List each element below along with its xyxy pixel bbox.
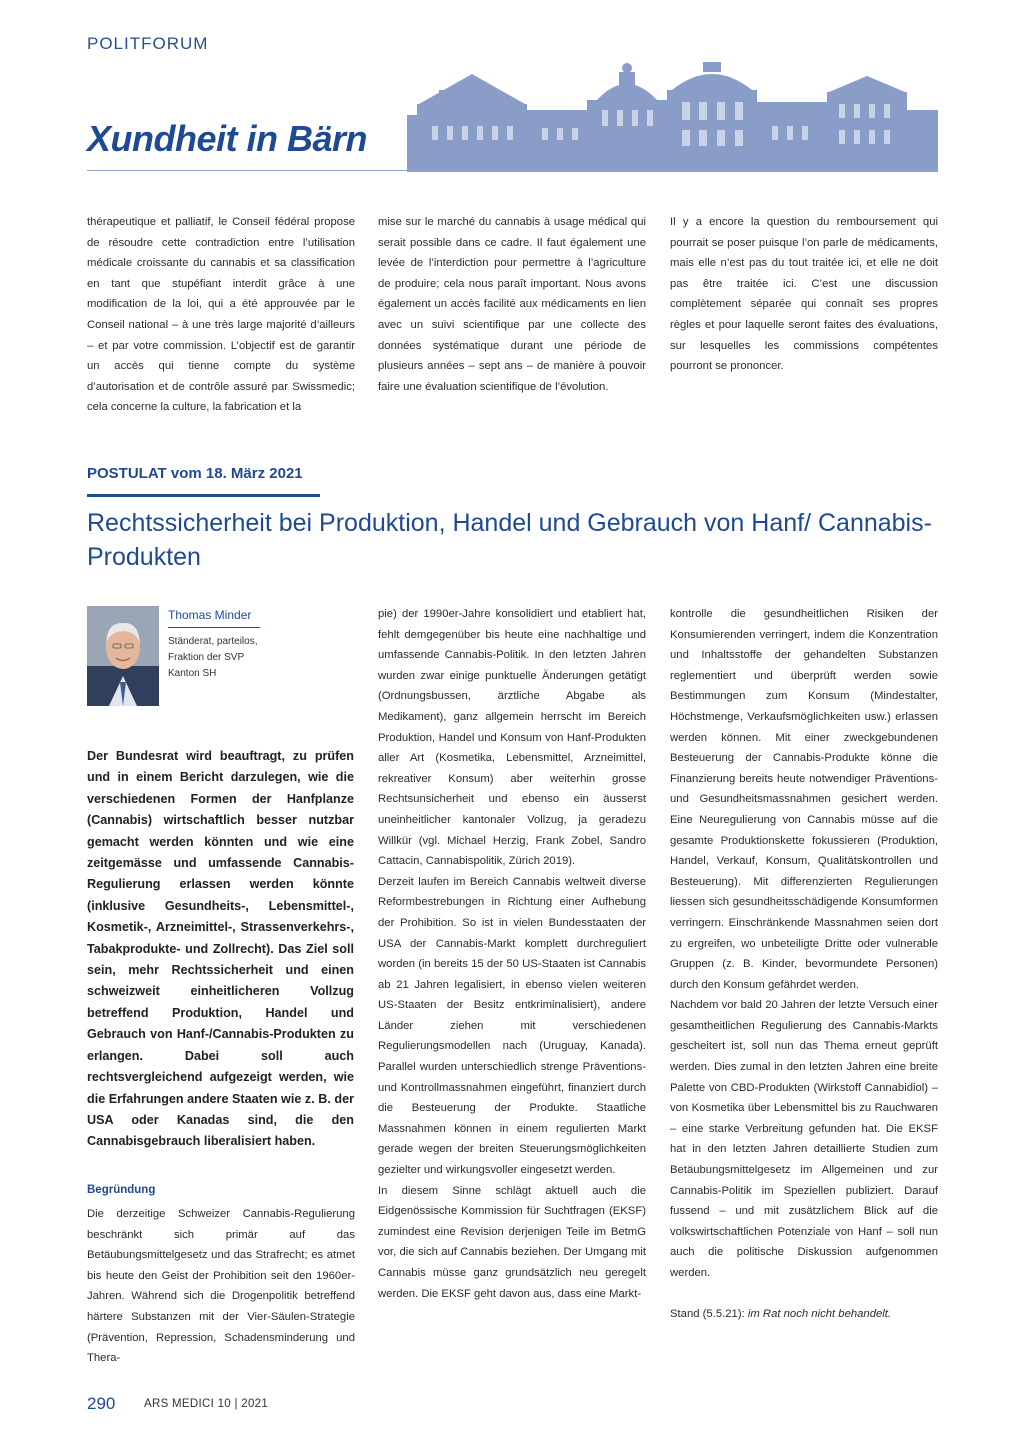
right-column (670, 604, 938, 1324)
author-divider (168, 627, 260, 628)
top-column-1 (87, 212, 355, 418)
author-role-line: Ständerat, parteilos, (168, 636, 258, 647)
top-column-2-text: mise sur le marché du cannabis à usage médical qui serait possible dans ce cadre. Il faut également une levée de l’interdiction pour permettre à l’agriculture de produire; cela nous paraît important. Nous avons également un accès facilité aux médicaments en lien avec un suivi scientifique par une collecte des données systématique durant une période de plusieurs années – sept ans – de manière à pouvoir faire une évaluation scientifique de l’évolution. (378, 216, 646, 393)
middle-paragraph: Derzeit laufen im Bereich Cannabis weltweit diverse Reformbestrebungen in Richtung einer Aufhebung der Prohibition. So ist in vielen Bundesstaaten der USA der Cannabis-Markt komplett durchreguliert worden (in bereits 15 der 50 US-Staaten ist Cannabis ab 21 Jahren legalisiert, in ebenso vielen weiteren US-Staaten der Besitz entkriminalisiert), andere Länder ziehen mit verschiedenen Regulierungsmodellen nach (Uruguay, Kanada). Parallel wurden unterschiedlich strenge Präventions- und Kontrollmassnahmen eingeführt, finanziert durch die Besteuerung der Produkte. Staatliche Massnahmen können in einem regulierten Markt gerade wegen der breiten Steuerungsmöglichkeiten gezielter und wirkungsvoller eingesetzt werden. (378, 875, 646, 1177)
author-role (168, 634, 258, 682)
right-paragraph: kontrolle die gesundheitlichen Risiken der Konsumierenden verringert, indem die Konzentration und Inhaltsstoffe der gehandelten Substanzen reglementiert und überprüft werden sowie Bestimmungen zum Konsum (Mindestalter, Höchstmenge, Verkaufsmöglichkeiten usw.) erlassen werden können. Mit einer zweckgebundenen Besteuerung der Cannabis-Produkte könne die Finanzierung bereits heute notwendiger Präventions- und Gesundheitsmassnahmen gesichert werden. Eine Neuregulierung von Cannabis müsse auf die gesamte Produktionskette fokussieren (Produktion, Handel, Verkauf, Konsum, Qualitätskontrollen und Besteuerung). Mit differenzierten Regulierungen liessen sich gesundheitsschädigende Konsumformen verringern. Einschränkende Massnahmen seien dort zu ergreifen, wo unbeteiligte Dritte oder vulnerable Gruppen (z. B. Kinder, bevormundete Personen) durch den Konsum gefährdet werden. (670, 608, 938, 991)
status-label: Stand (5.5.21): (670, 1307, 745, 1320)
section-label: POLITFORUM (87, 34, 209, 53)
top-column-1-text: thérapeutique et palliatif, le Conseil fédéral propose de résoudre cette contradiction entre l’utilisation médicale croissante du cannabis et sa classification en tant que stupéfiant interdit grâce à une modification de la loi, qui a été approuvée par le Conseil national – à une très large majorité d’ailleurs – et par votre commission. L’objectif est de garantir un accès qui tienne compte du système d’autorisation et de contrôle assuré par Swissmedic; cela concerne la culture, la fabrication et la (87, 216, 355, 414)
postulat-lead-text: Der Bundesrat wird beauftragt, zu prüfen und in einem Bericht darzulegen, wie die verschiedenen Formen der Hanfplanze (Cannabis) wirtschaftlich besser nutzbar gemacht werden könnten und wie eine zeitgemässe und umfassende Cannabis-Regulierung erlassen werden könnte (inklusive Gesundheits-, Lebensmittel-, Kosmetik-, Arzneimittel-, Strassenverkehrs-, Tabakprodukte- und Zollrecht). Das Ziel soll sein, mehr Rechtssicherheit und einen schweizweit einheitlicheren Vollzug betreffend Produktion, Handel und Gebrauch von Hanf-/Cannabis-Produkten zu erlangen. Dabei soll auch rechtsvergleichend aufgezeigt werden, wie die Erfahrungen andere Staaten wie z. B. der USA oder Kanadas sind, die den Cannabisgebrauch liberalisiert haben. (87, 749, 354, 1149)
page-title: Xundheit in Bärn (87, 118, 367, 159)
author-name: Thomas Minder (168, 608, 252, 622)
top-column-3 (670, 212, 938, 377)
author-role-line: Kanton SH (168, 668, 217, 679)
page-number: 290 (87, 1394, 116, 1413)
status-line (670, 1304, 938, 1325)
begruendung-heading: Begründung (87, 1184, 156, 1196)
middle-paragraph: pie) der 1990er-Jahre konsolidiert und etabliert hat, fehlt demgegenüber bis heute eine nachhaltige und umfassende Cannabis-Politik. In den letzten Jahren wurden zwar einige punktuelle Änderungen getätigt (Ordnungsbussen, ärztliche Abgabe als Medikament), ganz allgemein herrscht im Bereich Produktion, Handel und Konsum von Hanf-Produkten aller Art (Kosmetika, Lebensmittel, Arzneimittel, rekreativer Konsum) aber weiterhin grosse Rechtsunsicherheit und ebenso ein äusserst uneinheitlicher kantonaler Vollzug, ja geradezu Willkür (vgl. Michael Herzig, Frank Zobel, Sandro Cattacin, Cannabispolitik, Zürich 2019). (378, 608, 646, 868)
title-divider (87, 170, 938, 171)
article-headline: Rechtssicherheit bei Produktion, Handel und Gebrauch von Hanf/ Cannabis-Produkten (87, 509, 932, 571)
author-role-line: Fraktion der SVP (168, 652, 245, 663)
middle-column (378, 604, 646, 1304)
top-column-3-text: Il y a encore la question du remboursement qui pourrait se poser puisque l’on parle de médicaments, mais elle n’est pas du tout traitée ici, et elle ne doit pas être traitée ici. C’est une discussion complètement séparée qui connaît ses propres règles et pour laquelle seront faites des évaluations, sur lesquelles les commissions compétentes pourront se prononcer. (670, 216, 938, 373)
magazine-issue: ARS MEDICI 10 | 2021 (144, 1398, 269, 1410)
status-value: im Rat noch nicht behandelt. (747, 1307, 892, 1320)
postulat-divider (87, 494, 320, 497)
right-paragraph: Nachdem vor bald 20 Jahren der letzte Versuch einer gesamtheitlichen Regulierung des Cannabis-Markts gescheitert ist, soll nun das Thema erneut geprüft werden. Dies zumal in den letzten Jahren eine breite Palette von CBD-Produkten (Wirkstoff Cannabidiol) – von Kosmetika über Lebensmittel bis zu Rauchwaren – eine starke Verbreitung gefunden hat. Die EKSF hat in den letzten Jahren detaillierte Studien zum Betäubungsmittelgesetz im Allgemeinen und zur Cannabis-Politik im Speziellen publiziert. Darauf fussend – und mit zusätzlichem Blick auf die volkswirtschaftlichen Potenziale von Hanf – soll nun auch die politische Diskussion aufgenommen werden. (670, 999, 938, 1279)
begruendung-text: Die derzeitige Schweizer Cannabis-Regulierung beschränkt sich primär auf das Betäubungsmittelgesetz und das Strafrecht; es atmet bis heute den Geist der Prohibition seit den 1960er-Jahren. Während sich die Drogenpolitik betreffend härtere Substanzen mit der Vier-Säulen-Strategie (Prävention, Repression, Schadensminderung und Thera- (87, 1208, 355, 1365)
top-column-2 (378, 212, 646, 397)
postulat-label: POSTULAT vom 18. März 2021 (87, 465, 303, 482)
author-photo (87, 606, 159, 706)
middle-paragraph: In diesem Sinne schlägt aktuell auch die Eidgenössische Kommission für Suchtfragen (EKSF) zumindest eine Revision derjenigen Teile im BetmG vor, die sich auf Cannabis beziehen. Der Umgang mit Cannabis müsse ganz grundsätzlich neu geregelt werden. Die EKSF geht davon aus, dass eine Markt- (378, 1184, 646, 1300)
begruendung-column (87, 1204, 355, 1369)
